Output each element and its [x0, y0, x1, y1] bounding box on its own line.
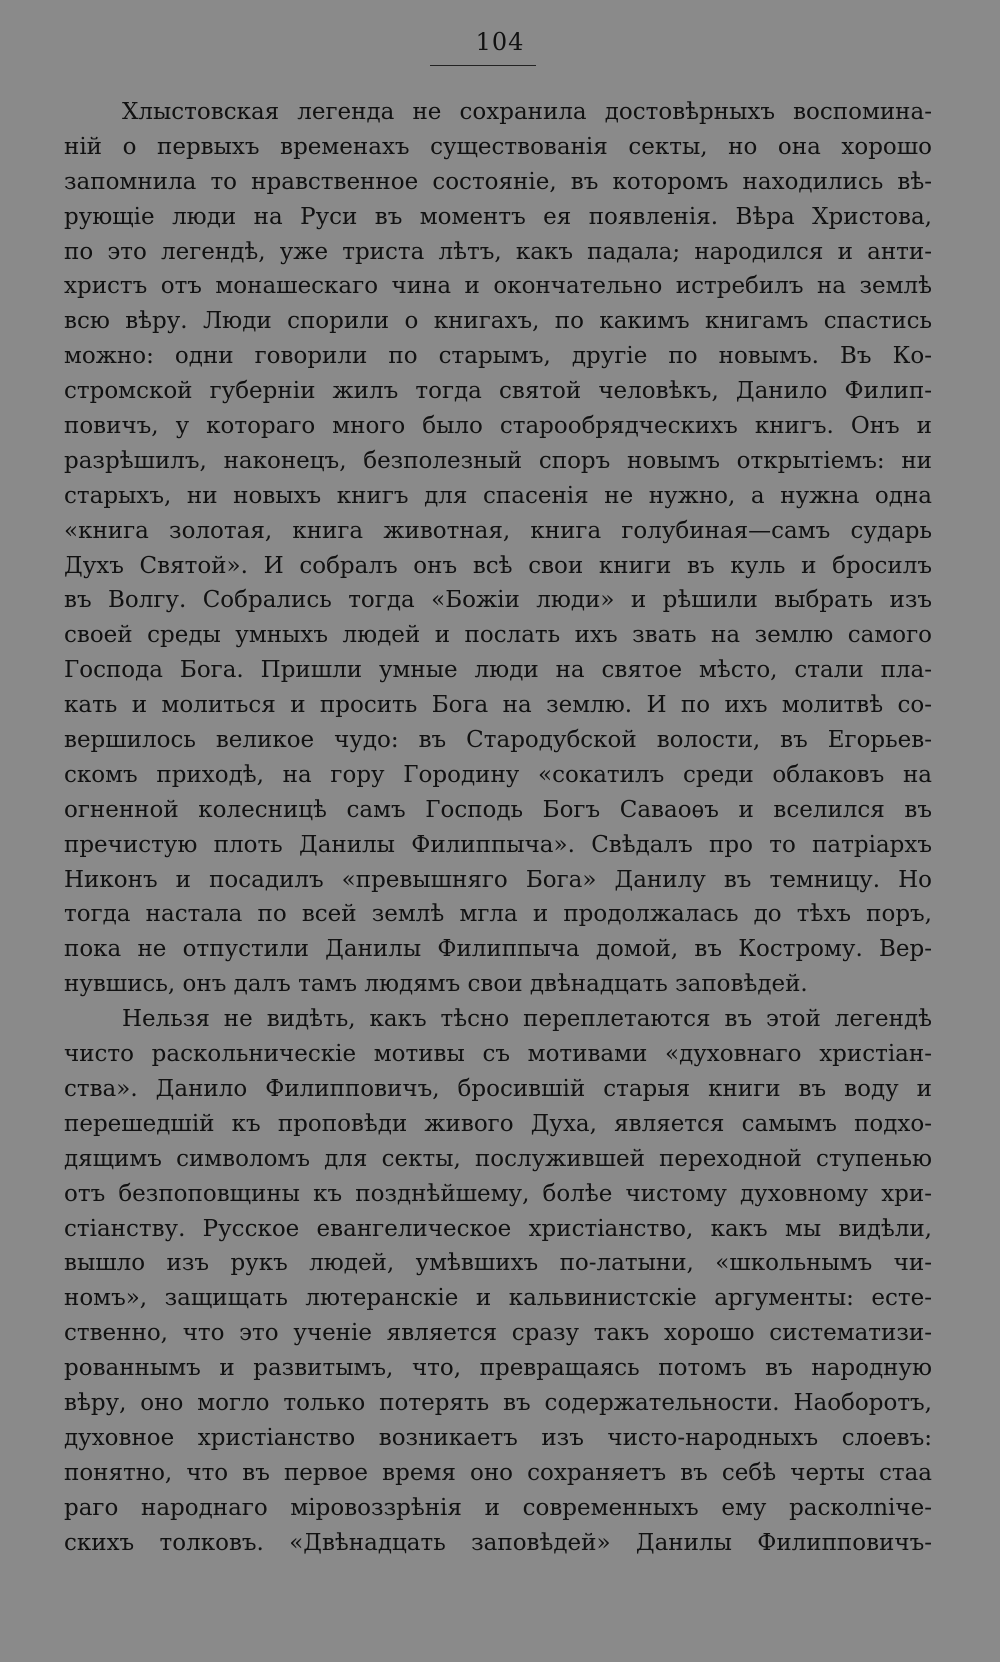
- text-line: пока не отпустили Данилы Филиппыча домой, въ Кострому. Вер-: [64, 936, 932, 963]
- paragraph: [64, 1002, 932, 1560]
- text-line: скомъ приходѣ, на гору Городину «сокатилъ среди облаковъ на: [64, 761, 932, 788]
- paragraph: [64, 95, 932, 1002]
- text-line: перешедшій къ проповѣди живого Духа, является самымъ подхо-: [64, 1110, 932, 1137]
- text-line: Никонъ и посадилъ «превышняго Бога» Данилу въ темницу. Но: [64, 866, 932, 893]
- text-line: нувшись, онъ далъ тамъ людямъ свои двѣнадцать заповѣдей.: [64, 971, 808, 998]
- text-line: дящимъ символомъ для секты, послужившей переходной ступенью: [64, 1145, 932, 1172]
- text-line: Нельзя не видѣть, какъ тѣсно переплетаются въ этой легендѣ: [122, 1006, 932, 1033]
- text-line: вершилось великое чудо: въ Стародубской волости, въ Егорьев-: [64, 727, 932, 754]
- text-line: огненной колесницѣ самъ Господь Богъ Саваоѳъ и вселился въ: [64, 796, 932, 823]
- text-line: Духъ Святой». И собралъ онъ всѣ свои книги въ куль и бросилъ: [64, 552, 932, 579]
- text-line: ній о первыхъ временахъ существованія секты, но она хорошо: [64, 133, 932, 160]
- page-number-rule: [430, 65, 536, 66]
- text-line: стіанству. Русское евангелическое христіанство, какъ мы видѣли,: [64, 1215, 932, 1242]
- text-line: запомнила то нравственное состояніе, въ которомъ находились вѣ-: [64, 168, 932, 195]
- text-line: ства». Данило Филипповичъ, бросившій старыя книги въ воду и: [64, 1075, 932, 1102]
- text-line: рующіе люди на Руси въ моментъ ея появленія. Вѣра Христова,: [64, 203, 932, 230]
- text-line: стромской губерніи жилъ тогда святой человѣкъ, Данило Филип-: [64, 378, 932, 405]
- text-line: христъ отъ монашескаго чина и окончательно истребилъ на землѣ: [64, 273, 932, 300]
- text-line: номъ», защищать лютеранскіе и кальвинистскіе аргументы: есте-: [64, 1285, 932, 1312]
- text-line: всю вѣру. Люди спорили о книгахъ, по какимъ книгамъ спастись: [64, 308, 932, 335]
- text-line: «книга золотая, книга животная, книга голубиная—самъ сударь: [64, 517, 932, 544]
- text-line: повичъ, у котораго много было старообрядческихъ книгъ. Онъ и: [64, 413, 932, 440]
- text-line: скихъ толковъ. «Двѣнадцать заповѣдей» Данилы Филипповичъ-: [64, 1529, 932, 1556]
- text-line: своей среды умныхъ людей и послать ихъ звать на землю самого: [64, 622, 932, 649]
- text-line: духовное христіанство возникаетъ изъ чисто-народныхъ слоевъ:: [64, 1424, 932, 1451]
- text-line: вѣру, оно могло только потерять въ содержательности. Наоборотъ,: [64, 1389, 932, 1416]
- text-line: понятно, что въ первое время оно сохраняетъ въ себѣ черты стаа: [64, 1459, 932, 1486]
- text-line: разрѣшилъ, наконецъ, безполезный споръ новымъ открытіемъ: ни: [64, 447, 932, 474]
- text-line: тогда настала по всей землѣ мгла и продолжалась до тѣхъ поръ,: [64, 901, 932, 928]
- text-line: пречистую плоть Данилы Филиппыча». Свѣдалъ про то патріархъ: [64, 831, 932, 858]
- text-line: ственно, что это ученіе является сразу такъ хорошо систематизи-: [64, 1320, 932, 1347]
- text-line: Хлыстовская легенда не сохранила достовѣрныхъ воспомина-: [122, 99, 932, 125]
- text-line: отъ безпоповщины къ позднѣйшему, болѣе чистому духовному хри-: [64, 1180, 932, 1207]
- body-text: [64, 95, 932, 1560]
- text-line: чисто раскольническіе мотивы съ мотивами «духовнаго христіан-: [64, 1041, 932, 1068]
- text-line: раго народнаго міровоззрѣнія и современныхъ ему расколniче-: [64, 1494, 932, 1521]
- text-line: по это легендѣ, уже триста лѣтъ, какъ падала; народился и анти-: [64, 238, 932, 265]
- text-line: вышло изъ рукъ людей, умѣвшихъ по-латыни, «школьнымъ чи-: [64, 1250, 932, 1277]
- text-line: рованнымъ и развитымъ, что, превращаясь потомъ въ народную: [64, 1355, 932, 1382]
- page-number: 104: [475, 28, 525, 56]
- text-line: старыхъ, ни новыхъ книгъ для спасенія не нужно, а нужна одна: [64, 482, 932, 509]
- text-line: Господа Бога. Пришли умные люди на святое мѣсто, стали пла-: [64, 657, 932, 684]
- text-line: можно: одни говорили по старымъ, другіе по новымъ. Въ Ко-: [64, 343, 932, 370]
- text-line: въ Волгу. Собрались тогда «Божіи люди» и рѣшили выбрать изъ: [64, 587, 932, 614]
- text-line: кать и молиться и просить Бога на землю. И по ихъ молитвѣ со-: [64, 692, 932, 719]
